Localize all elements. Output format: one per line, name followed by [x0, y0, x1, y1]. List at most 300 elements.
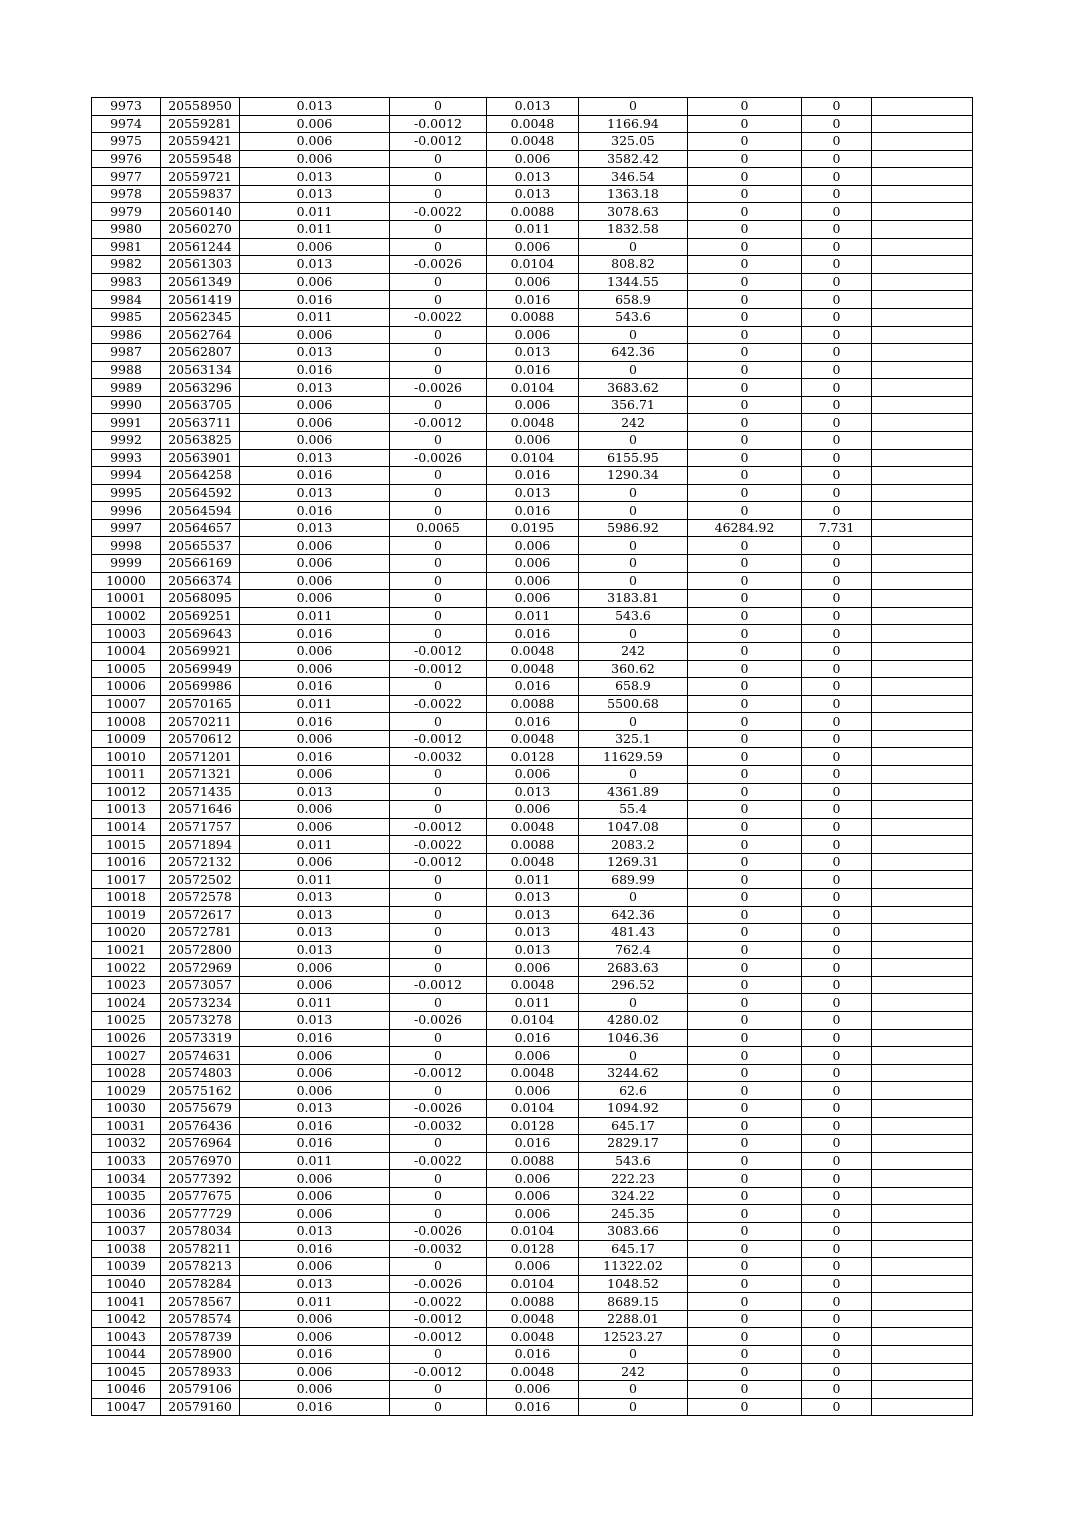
cell-note — [872, 713, 973, 731]
cell-amount: 0 — [579, 1398, 688, 1416]
table-row — [92, 765, 973, 783]
cell-adjustment: -0.0026 — [390, 449, 487, 467]
cell-amount: 4361.89 — [579, 783, 688, 801]
cell-code: 20578034 — [161, 1223, 240, 1241]
cell-amount: 0 — [579, 555, 688, 573]
cell-index: 9975 — [92, 133, 161, 151]
cell-adjustment: 0 — [390, 344, 487, 362]
cell-code: 20565537 — [161, 537, 240, 555]
cell-adjustment: 0 — [390, 1187, 487, 1205]
cell-value-b: 0.0048 — [487, 730, 579, 748]
cell-total: 0 — [688, 1082, 802, 1100]
table-row — [92, 168, 973, 186]
table-row — [92, 678, 973, 696]
cell-total: 0 — [688, 1346, 802, 1364]
cell-value-b: 0.006 — [487, 238, 579, 256]
cell-note — [872, 449, 973, 467]
table-row — [92, 467, 973, 485]
cell-index: 10027 — [92, 1047, 161, 1065]
cell-code: 20577729 — [161, 1205, 240, 1223]
cell-code: 20571321 — [161, 765, 240, 783]
cell-index: 10018 — [92, 889, 161, 907]
cell-total: 0 — [688, 1117, 802, 1135]
cell-index: 9995 — [92, 484, 161, 502]
cell-total: 0 — [688, 273, 802, 291]
table-row — [92, 1363, 973, 1381]
cell-ratio: 0 — [802, 344, 872, 362]
cell-amount: 11629.59 — [579, 748, 688, 766]
cell-code: 20579106 — [161, 1381, 240, 1399]
cell-note — [872, 695, 973, 713]
cell-adjustment: -0.0022 — [390, 1293, 487, 1311]
cell-code: 20572800 — [161, 941, 240, 959]
cell-ratio: 0 — [802, 678, 872, 696]
cell-total: 0 — [688, 836, 802, 854]
cell-adjustment: 0 — [390, 291, 487, 309]
cell-index: 9986 — [92, 326, 161, 344]
cell-adjustment: 0 — [390, 484, 487, 502]
cell-value-a: 0.006 — [240, 115, 390, 133]
cell-value-b: 0.0088 — [487, 695, 579, 713]
cell-code: 20564258 — [161, 467, 240, 485]
cell-total: 0 — [688, 150, 802, 168]
cell-amount: 481.43 — [579, 924, 688, 942]
cell-amount: 1166.94 — [579, 115, 688, 133]
table-row — [92, 994, 973, 1012]
cell-value-a: 0.006 — [240, 1047, 390, 1065]
cell-total: 0 — [688, 1381, 802, 1399]
cell-amount: 0 — [579, 326, 688, 344]
cell-note — [872, 941, 973, 959]
cell-ratio: 0 — [802, 1082, 872, 1100]
cell-note — [872, 1346, 973, 1364]
cell-note — [872, 133, 973, 151]
cell-amount: 762.4 — [579, 941, 688, 959]
cell-adjustment: -0.0012 — [390, 818, 487, 836]
cell-total: 0 — [688, 344, 802, 362]
cell-index: 9994 — [92, 467, 161, 485]
cell-amount: 346.54 — [579, 168, 688, 186]
cell-amount: 1047.08 — [579, 818, 688, 836]
cell-adjustment: 0 — [390, 1047, 487, 1065]
cell-amount: 3083.66 — [579, 1223, 688, 1241]
table-row — [92, 1152, 973, 1170]
cell-index: 10014 — [92, 818, 161, 836]
cell-code: 20563705 — [161, 396, 240, 414]
cell-note — [872, 273, 973, 291]
cell-value-b: 0.013 — [487, 98, 579, 116]
table-row — [92, 924, 973, 942]
cell-index: 10039 — [92, 1258, 161, 1276]
cell-amount: 0 — [579, 98, 688, 116]
cell-total: 0 — [688, 484, 802, 502]
cell-code: 20578284 — [161, 1275, 240, 1293]
table-row — [92, 1381, 973, 1399]
cell-amount: 242 — [579, 642, 688, 660]
cell-value-a: 0.011 — [240, 836, 390, 854]
cell-code: 20571757 — [161, 818, 240, 836]
cell-code: 20575679 — [161, 1099, 240, 1117]
cell-ratio: 0 — [802, 484, 872, 502]
cell-total: 0 — [688, 765, 802, 783]
cell-code: 20574803 — [161, 1064, 240, 1082]
cell-adjustment: 0 — [390, 168, 487, 186]
cell-ratio: 0 — [802, 1363, 872, 1381]
cell-note — [872, 168, 973, 186]
cell-adjustment: 0 — [390, 150, 487, 168]
cell-value-a: 0.006 — [240, 801, 390, 819]
cell-adjustment: 0 — [390, 1398, 487, 1416]
cell-adjustment: 0 — [390, 1346, 487, 1364]
cell-total: 0 — [688, 1258, 802, 1276]
cell-adjustment: 0 — [390, 361, 487, 379]
cell-note — [872, 519, 973, 537]
cell-code: 20561303 — [161, 256, 240, 274]
cell-ratio: 0 — [802, 642, 872, 660]
cell-amount: 1344.55 — [579, 273, 688, 291]
cell-index: 9978 — [92, 185, 161, 203]
cell-value-b: 0.006 — [487, 1258, 579, 1276]
table-row — [92, 133, 973, 151]
cell-value-a: 0.006 — [240, 765, 390, 783]
cell-total: 0 — [688, 115, 802, 133]
cell-total: 0 — [688, 572, 802, 590]
cell-amount: 1832.58 — [579, 221, 688, 239]
cell-index: 10003 — [92, 625, 161, 643]
cell-index: 10028 — [92, 1064, 161, 1082]
cell-amount: 0 — [579, 765, 688, 783]
cell-amount: 3683.62 — [579, 379, 688, 397]
cell-ratio: 0 — [802, 1328, 872, 1346]
cell-value-b: 0.0048 — [487, 976, 579, 994]
table-row — [92, 396, 973, 414]
cell-ratio: 0 — [802, 1205, 872, 1223]
cell-value-a: 0.006 — [240, 730, 390, 748]
cell-amount: 324.22 — [579, 1187, 688, 1205]
cell-ratio: 0 — [802, 1012, 872, 1030]
cell-value-b: 0.006 — [487, 765, 579, 783]
cell-value-b: 0.013 — [487, 924, 579, 942]
cell-adjustment: -0.0032 — [390, 748, 487, 766]
cell-code: 20558950 — [161, 98, 240, 116]
cell-index: 10017 — [92, 871, 161, 889]
cell-value-a: 0.013 — [240, 924, 390, 942]
cell-value-b: 0.016 — [487, 1398, 579, 1416]
cell-note — [872, 1047, 973, 1065]
cell-value-a: 0.011 — [240, 1293, 390, 1311]
cell-note — [872, 221, 973, 239]
cell-adjustment: 0 — [390, 783, 487, 801]
cell-index: 10025 — [92, 1012, 161, 1030]
cell-adjustment: -0.0032 — [390, 1117, 487, 1135]
table-row — [92, 115, 973, 133]
cell-value-b: 0.016 — [487, 1346, 579, 1364]
cell-note — [872, 185, 973, 203]
table-row — [92, 361, 973, 379]
table-row — [92, 1047, 973, 1065]
cell-amount: 1363.18 — [579, 185, 688, 203]
cell-value-b: 0.0104 — [487, 1099, 579, 1117]
table-row — [92, 537, 973, 555]
cell-value-b: 0.0128 — [487, 1240, 579, 1258]
cell-total: 0 — [688, 256, 802, 274]
cell-code: 20575162 — [161, 1082, 240, 1100]
cell-ratio: 0 — [802, 396, 872, 414]
cell-adjustment: 0 — [390, 467, 487, 485]
cell-total: 0 — [688, 326, 802, 344]
cell-total: 0 — [688, 221, 802, 239]
cell-value-a: 0.006 — [240, 1170, 390, 1188]
cell-amount: 5986.92 — [579, 519, 688, 537]
cell-value-b: 0.016 — [487, 291, 579, 309]
cell-code: 20572578 — [161, 889, 240, 907]
cell-amount: 658.9 — [579, 291, 688, 309]
cell-value-b: 0.0104 — [487, 1275, 579, 1293]
cell-ratio: 0 — [802, 98, 872, 116]
cell-index: 10012 — [92, 783, 161, 801]
cell-ratio: 0 — [802, 431, 872, 449]
table-row — [92, 871, 973, 889]
cell-amount: 642.36 — [579, 344, 688, 362]
table-row — [92, 326, 973, 344]
cell-total: 0 — [688, 467, 802, 485]
cell-value-b: 0.0088 — [487, 1293, 579, 1311]
cell-adjustment: 0 — [390, 1205, 487, 1223]
cell-note — [872, 924, 973, 942]
cell-ratio: 7.731 — [802, 519, 872, 537]
table-row — [92, 1029, 973, 1047]
cell-ratio: 0 — [802, 783, 872, 801]
cell-total: 0 — [688, 748, 802, 766]
cell-note — [872, 642, 973, 660]
cell-adjustment: -0.0026 — [390, 1275, 487, 1293]
cell-amount: 2683.63 — [579, 959, 688, 977]
cell-index: 9982 — [92, 256, 161, 274]
cell-adjustment: 0 — [390, 555, 487, 573]
cell-ratio: 0 — [802, 1135, 872, 1153]
cell-adjustment: -0.0012 — [390, 730, 487, 748]
cell-index: 10015 — [92, 836, 161, 854]
cell-value-b: 0.006 — [487, 431, 579, 449]
cell-adjustment: -0.0012 — [390, 115, 487, 133]
cell-value-b: 0.0048 — [487, 660, 579, 678]
table-row — [92, 959, 973, 977]
cell-value-b: 0.0048 — [487, 1310, 579, 1328]
cell-code: 20573234 — [161, 994, 240, 1012]
table-row — [92, 185, 973, 203]
cell-value-a: 0.016 — [240, 625, 390, 643]
cell-total: 0 — [688, 871, 802, 889]
cell-adjustment: 0 — [390, 502, 487, 520]
cell-ratio: 0 — [802, 607, 872, 625]
cell-code: 20572502 — [161, 871, 240, 889]
cell-amount: 242 — [579, 1363, 688, 1381]
cell-total: 0 — [688, 1293, 802, 1311]
table-row — [92, 308, 973, 326]
table-row — [92, 695, 973, 713]
cell-amount: 1290.34 — [579, 467, 688, 485]
cell-ratio: 0 — [802, 168, 872, 186]
cell-code: 20571646 — [161, 801, 240, 819]
cell-adjustment: -0.0012 — [390, 642, 487, 660]
cell-ratio: 0 — [802, 361, 872, 379]
cell-total: 0 — [688, 1310, 802, 1328]
cell-total: 0 — [688, 1029, 802, 1047]
cell-value-b: 0.013 — [487, 484, 579, 502]
cell-adjustment: 0 — [390, 431, 487, 449]
cell-code: 20566374 — [161, 572, 240, 590]
table-row — [92, 1398, 973, 1416]
cell-value-a: 0.016 — [240, 1240, 390, 1258]
cell-note — [872, 555, 973, 573]
cell-adjustment: 0 — [390, 326, 487, 344]
cell-value-b: 0.006 — [487, 1047, 579, 1065]
cell-amount: 245.35 — [579, 1205, 688, 1223]
cell-adjustment: 0 — [390, 871, 487, 889]
cell-value-b: 0.0048 — [487, 853, 579, 871]
cell-value-b: 0.0048 — [487, 1363, 579, 1381]
cell-ratio: 0 — [802, 308, 872, 326]
cell-amount: 0 — [579, 625, 688, 643]
cell-adjustment: 0 — [390, 537, 487, 555]
cell-value-a: 0.016 — [240, 291, 390, 309]
cell-value-a: 0.013 — [240, 379, 390, 397]
cell-amount: 0 — [579, 1381, 688, 1399]
cell-adjustment: -0.0032 — [390, 1240, 487, 1258]
cell-value-a: 0.011 — [240, 871, 390, 889]
cell-amount: 808.82 — [579, 256, 688, 274]
cell-index: 10031 — [92, 1117, 161, 1135]
cell-amount: 642.36 — [579, 906, 688, 924]
cell-code: 20571201 — [161, 748, 240, 766]
cell-total: 0 — [688, 1135, 802, 1153]
cell-ratio: 0 — [802, 537, 872, 555]
cell-ratio: 0 — [802, 467, 872, 485]
cell-total: 0 — [688, 959, 802, 977]
cell-amount: 1048.52 — [579, 1275, 688, 1293]
table-row — [92, 256, 973, 274]
cell-note — [872, 1152, 973, 1170]
cell-note — [872, 238, 973, 256]
cell-value-b: 0.0048 — [487, 133, 579, 151]
cell-note — [872, 959, 973, 977]
cell-index: 9979 — [92, 203, 161, 221]
cell-ratio: 0 — [802, 1381, 872, 1399]
table-row — [92, 906, 973, 924]
cell-index: 10026 — [92, 1029, 161, 1047]
cell-code: 20578567 — [161, 1293, 240, 1311]
cell-ratio: 0 — [802, 379, 872, 397]
cell-amount: 1046.36 — [579, 1029, 688, 1047]
cell-note — [872, 1099, 973, 1117]
table-row — [92, 1310, 973, 1328]
cell-code: 20562764 — [161, 326, 240, 344]
cell-ratio: 0 — [802, 449, 872, 467]
cell-ratio: 0 — [802, 150, 872, 168]
cell-total: 0 — [688, 590, 802, 608]
cell-ratio: 0 — [802, 273, 872, 291]
cell-index: 9981 — [92, 238, 161, 256]
cell-index: 9973 — [92, 98, 161, 116]
cell-adjustment: -0.0012 — [390, 853, 487, 871]
cell-note — [872, 748, 973, 766]
cell-adjustment: -0.0026 — [390, 256, 487, 274]
cell-note — [872, 1398, 973, 1416]
table-row — [92, 889, 973, 907]
cell-index: 9997 — [92, 519, 161, 537]
table-row — [92, 853, 973, 871]
cell-value-a: 0.006 — [240, 431, 390, 449]
table-row — [92, 203, 973, 221]
cell-value-b: 0.0048 — [487, 642, 579, 660]
cell-value-b: 0.0104 — [487, 449, 579, 467]
cell-index: 10037 — [92, 1223, 161, 1241]
cell-value-b: 0.0048 — [487, 1328, 579, 1346]
cell-index: 10035 — [92, 1187, 161, 1205]
cell-ratio: 0 — [802, 1240, 872, 1258]
cell-value-a: 0.013 — [240, 889, 390, 907]
cell-amount: 325.05 — [579, 133, 688, 151]
cell-code: 20572132 — [161, 853, 240, 871]
cell-index: 10032 — [92, 1135, 161, 1153]
cell-index: 10021 — [92, 941, 161, 959]
cell-code: 20559548 — [161, 150, 240, 168]
cell-adjustment: -0.0026 — [390, 1223, 487, 1241]
cell-total: 0 — [688, 133, 802, 151]
cell-adjustment: 0 — [390, 765, 487, 783]
cell-note — [872, 1240, 973, 1258]
table-row — [92, 414, 973, 432]
cell-value-a: 0.013 — [240, 906, 390, 924]
cell-ratio: 0 — [802, 1117, 872, 1135]
cell-note — [872, 1363, 973, 1381]
cell-value-a: 0.011 — [240, 607, 390, 625]
cell-total: 46284.92 — [688, 519, 802, 537]
table-row — [92, 818, 973, 836]
cell-index: 9999 — [92, 555, 161, 573]
cell-total: 0 — [688, 941, 802, 959]
cell-amount: 242 — [579, 414, 688, 432]
table-row — [92, 221, 973, 239]
cell-note — [872, 836, 973, 854]
cell-total: 0 — [688, 431, 802, 449]
cell-value-a: 0.013 — [240, 256, 390, 274]
cell-total: 0 — [688, 1187, 802, 1205]
cell-code: 20578933 — [161, 1363, 240, 1381]
cell-note — [872, 1381, 973, 1399]
cell-adjustment: 0 — [390, 678, 487, 696]
table-row — [92, 150, 973, 168]
cell-adjustment: 0 — [390, 801, 487, 819]
cell-value-a: 0.016 — [240, 748, 390, 766]
table-row — [92, 1240, 973, 1258]
table-row — [92, 1223, 973, 1241]
cell-value-b: 0.006 — [487, 1082, 579, 1100]
data-table — [91, 97, 973, 1416]
table-row — [92, 1170, 973, 1188]
cell-total: 0 — [688, 607, 802, 625]
cell-ratio: 0 — [802, 1310, 872, 1328]
cell-value-b: 0.0088 — [487, 308, 579, 326]
cell-index: 9991 — [92, 414, 161, 432]
cell-value-a: 0.006 — [240, 537, 390, 555]
cell-value-b: 0.013 — [487, 889, 579, 907]
cell-adjustment: -0.0012 — [390, 133, 487, 151]
cell-value-a: 0.006 — [240, 1082, 390, 1100]
cell-value-b: 0.0104 — [487, 1012, 579, 1030]
cell-code: 20570211 — [161, 713, 240, 731]
cell-adjustment: -0.0012 — [390, 660, 487, 678]
